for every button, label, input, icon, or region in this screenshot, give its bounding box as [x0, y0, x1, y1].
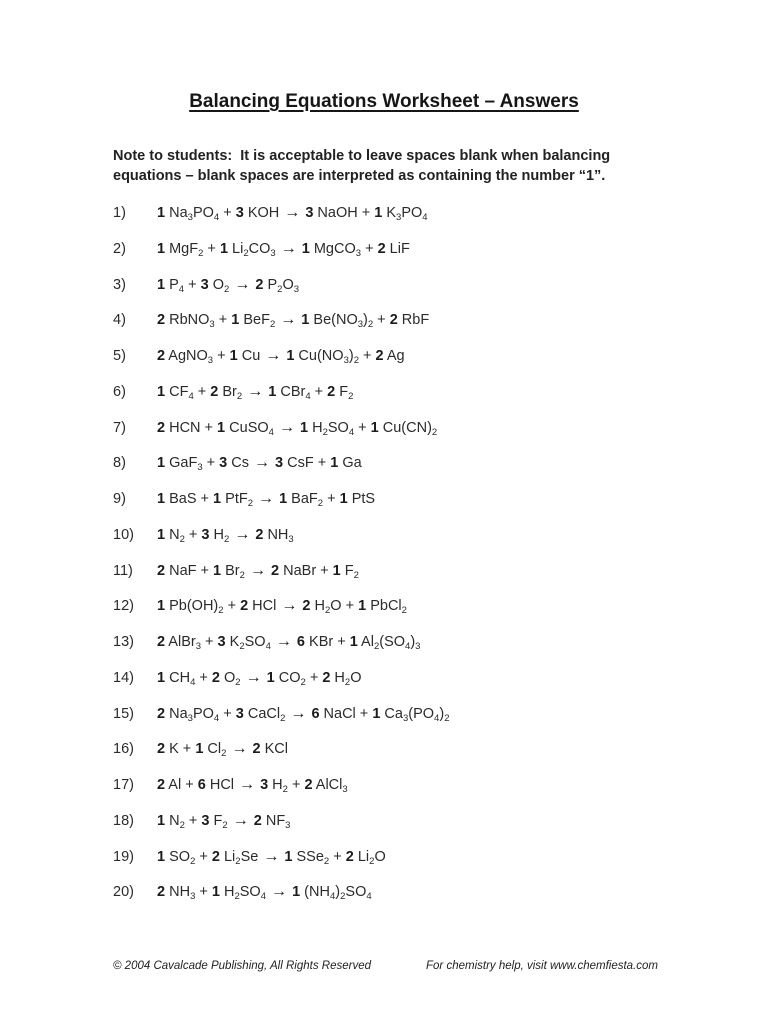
coefficient: 1: [219, 240, 229, 257]
equation-number: 13): [113, 634, 134, 650]
subscript: 4: [305, 390, 311, 402]
equation-text: 2 $NH_3 + 1$ $H_2SO_4 \to 1$ $(NH_4)_2SO_4$: [157, 883, 372, 903]
equation-text: 1 $N_2 + 3$ $F_2 \to 2$ $NF_3$: [157, 811, 291, 831]
subscript: 2: [179, 819, 185, 831]
coefficient: 1: [157, 526, 166, 543]
equation-number: 2): [113, 240, 126, 257]
subscript: 4: [178, 283, 185, 295]
reaction-arrow: →: [280, 239, 297, 257]
coefficient: 1: [157, 491, 166, 507]
coefficient: 2: [157, 705, 166, 722]
equation-number: 5): [113, 348, 126, 364]
coefficient: 2: [375, 348, 384, 364]
coefficient: 6: [296, 634, 305, 650]
equation-row: [113, 597, 713, 633]
coefficient: 3: [275, 455, 284, 472]
coefficient: 1: [157, 383, 166, 400]
coefficient: 1: [330, 455, 339, 472]
reaction-arrow: →: [247, 382, 264, 400]
coefficient: 1: [292, 884, 301, 901]
coefficient: 3: [201, 526, 210, 543]
equation-row: [113, 812, 713, 848]
coefficient: 1: [284, 848, 293, 865]
equation-text: 1 $CF_4 + 2$ $Br_2 \to 1$ CBr$_4$ + 2 $F_2$: [157, 382, 354, 402]
equation-list: [113, 204, 713, 919]
equation-row: [113, 705, 713, 741]
coefficient: 1: [301, 240, 310, 257]
coefficient: 3: [201, 812, 210, 829]
equation-text: 2 RbNO$_3$ + 1 BeF$_2$ → 1 $Be(NO_3)_2 + 2$ RbF: [157, 311, 430, 331]
subscript: 4: [213, 712, 220, 724]
coefficient: 2: [240, 598, 249, 615]
equation-row: [113, 883, 713, 919]
subscript: 2: [344, 676, 351, 688]
subscript: 3: [195, 641, 201, 652]
coefficient: 2: [157, 884, 166, 901]
equation-row: [113, 490, 713, 526]
reaction-arrow: →: [280, 311, 297, 329]
subscript: 2: [322, 426, 328, 438]
coefficient: 3: [219, 455, 228, 472]
subscript: 2: [353, 569, 359, 581]
subscript: 2: [300, 676, 306, 688]
coefficient: 1: [370, 419, 379, 436]
subscript: 3: [293, 283, 300, 295]
subscript: 2: [239, 641, 245, 652]
subscript: 2: [280, 712, 286, 724]
subscript: 2: [269, 319, 276, 331]
subscript: 2: [198, 247, 204, 259]
coefficient: 1: [195, 741, 204, 758]
subscript: 4: [213, 212, 220, 223]
equation-row: [113, 454, 713, 490]
equation-number: 19): [113, 848, 134, 865]
subscript: 2: [340, 891, 346, 903]
help-text: For chemistry help, visit www.chemfiesta.com: [426, 960, 658, 972]
equation-number: 15): [113, 705, 134, 722]
equation-number: 17): [113, 777, 134, 793]
coefficient: 3: [235, 205, 244, 221]
subscript: 2: [247, 498, 254, 509]
reaction-arrow: →: [234, 275, 251, 293]
subscript: 3: [288, 533, 294, 545]
equation-row: [113, 526, 713, 562]
subscript: 2: [325, 605, 331, 617]
equation-text: 1 $Na_3PO_4 + 3$ KOH → 3 NaOH + 1 $K_3PO_4$: [157, 204, 428, 223]
reaction-arrow: →: [245, 668, 262, 686]
subscript: 4: [190, 676, 196, 688]
note-to-students: [113, 146, 673, 186]
equation-text: 1 $N_2 + 3$ $H_2 \to 2$ $NH_3$: [157, 525, 294, 545]
coefficient: 1: [157, 669, 166, 686]
subscript: 2: [222, 819, 228, 831]
subscript: 3: [343, 355, 349, 366]
coefficient: 3: [305, 205, 314, 221]
subscript: 2: [353, 355, 359, 366]
equation-row: [113, 311, 713, 347]
equation-text: 1 $Pb(OH)_2 + 2$ HCl → 2 $H_2O + 1$ PbCl$_2$: [157, 597, 407, 617]
equation-text: 2 $Na_3PO_4 + 3$ CaCl$_2$ → 6 NaCl + 1 $Ca_3(PO_4)_2$: [157, 704, 450, 724]
equation-row: [113, 633, 713, 669]
subscript: 2: [373, 641, 380, 652]
coefficient: 1: [213, 562, 222, 579]
coefficient: 1: [268, 383, 277, 400]
subscript: 2: [369, 855, 375, 867]
subscript: 3: [209, 319, 215, 331]
coefficient: 1: [374, 205, 383, 221]
reaction-arrow: →: [254, 454, 270, 472]
subscript: 4: [422, 212, 428, 223]
equation-text: 1 $P_4 + 3$ $O_2 \to 2$ $P_2O_3$: [157, 275, 300, 295]
subscript: 2: [224, 283, 230, 295]
coefficient: 6: [197, 777, 206, 793]
coefficient: 1: [217, 419, 226, 436]
coefficient: 2: [302, 598, 311, 615]
coefficient: 2: [255, 526, 264, 543]
subscript: 3: [270, 247, 276, 259]
equation-text: 2 K + 1 $Cl_2 \to 2$ KCl: [157, 740, 288, 760]
subscript: 3: [207, 355, 214, 366]
reaction-arrow: →: [284, 204, 301, 221]
subscript: 2: [317, 498, 324, 509]
subscript: 3: [357, 319, 364, 331]
equation-row: [113, 383, 713, 419]
reaction-arrow: →: [263, 847, 280, 865]
coefficient: 1: [358, 598, 367, 615]
coefficient: 2: [377, 240, 386, 257]
note-line-1: Note to students: It is acceptable to leave spaces blank when balancing: [113, 148, 611, 164]
coefficient: 2: [304, 777, 313, 793]
equation-text: 1 GaF$_3$ + 3 Cs → 3 CsF + 1 Ga: [157, 454, 362, 474]
coefficient: 2: [389, 312, 398, 329]
coefficient: 1: [286, 348, 295, 364]
reaction-arrow: →: [290, 704, 307, 722]
equation-text: 1 $CH_4 + 2$ $O_2 \to 1$ $CO_2 + 2$ $H_2O$: [157, 668, 362, 688]
page-title: [0, 90, 768, 114]
equation-text: 1 BaS + 1 PtF$_2$ → 1 BaF$_2$ + 1 PtS: [157, 490, 376, 509]
subscript: 2: [401, 605, 407, 617]
equation-text: 1 $SO_2 + 2$ $Li_2Se \to 1$ SSe$_2$ + 2 $Li_2O$: [157, 847, 386, 867]
equation-number: 9): [113, 491, 126, 507]
coefficient: 1: [372, 705, 381, 722]
subscript: 2: [239, 569, 245, 581]
equation-row: [113, 848, 713, 884]
subscript: 2: [277, 283, 283, 295]
subscript: 3: [355, 247, 362, 259]
equation-row: [113, 776, 713, 812]
coefficient: 1: [266, 669, 275, 686]
coefficient: 1: [339, 491, 348, 507]
equation-text: 2 NaF + 1 $Br_2 \to 2$ NaBr + 1 $F_2$: [157, 561, 359, 581]
coefficient: 2: [157, 562, 166, 579]
coefficient: 3: [235, 705, 244, 722]
reaction-arrow: →: [234, 525, 251, 543]
coefficient: 1: [157, 276, 166, 293]
subscript: 3: [342, 784, 348, 795]
coefficient: 2: [271, 562, 280, 579]
subscript: 4: [434, 712, 440, 724]
coefficient: 1: [229, 348, 238, 364]
coefficient: 2: [345, 848, 354, 865]
subscript: 2: [235, 855, 241, 867]
subscript: 2: [431, 426, 438, 438]
equation-text: 1 MgF$_2$ + 1 $Li_2CO_3 \to 1$ MgCO$_3$ + 2 LiF: [157, 239, 410, 259]
reaction-arrow: →: [239, 776, 256, 793]
equation-number: 16): [113, 741, 134, 758]
copyright-text: © 2004 Cavalcade Publishing, All Rights Reserved: [113, 960, 371, 972]
coefficient: 2: [255, 276, 264, 293]
reaction-arrow: →: [278, 418, 295, 436]
equation-row: [113, 740, 713, 776]
coefficient: 1: [157, 598, 166, 615]
equation-number: 3): [113, 276, 126, 293]
subscript: 2: [190, 855, 196, 867]
subscript: 2: [282, 784, 288, 795]
equation-text: 2 Al + 6 HCl → 3 $H_2 + 2$ AlCl$_3$: [157, 776, 348, 795]
subscript: 3: [396, 212, 402, 223]
subscript: 2: [234, 891, 240, 903]
subscript: 2: [218, 605, 224, 617]
coefficient: 1: [157, 205, 166, 221]
coefficient: 3: [217, 634, 226, 650]
equation-row: [113, 419, 713, 455]
subscript: 4: [268, 426, 274, 438]
coefficient: 2: [210, 383, 219, 400]
page-title-text: Balancing Equations Worksheet – Answers: [189, 91, 579, 112]
coefficient: 2: [157, 741, 166, 758]
subscript: 2: [243, 247, 249, 259]
equation-number: 18): [113, 812, 134, 829]
subscript: 3: [190, 891, 196, 903]
coefficient: 2: [157, 312, 166, 329]
equation-number: 10): [113, 526, 134, 543]
subscript: 3: [197, 462, 203, 474]
coefficient: 3: [200, 276, 209, 293]
subscript: 4: [265, 641, 271, 652]
equation-number: 11): [113, 562, 133, 579]
subscript: 4: [188, 390, 194, 402]
reaction-arrow: →: [281, 597, 298, 615]
coefficient: 1: [231, 312, 240, 329]
coefficient: 6: [311, 705, 320, 722]
reaction-arrow: →: [249, 561, 266, 579]
coefficient: 1: [279, 491, 288, 507]
reaction-arrow: →: [265, 347, 282, 364]
subscript: 2: [367, 319, 374, 331]
subscript: 4: [348, 426, 355, 438]
equation-number: 4): [113, 312, 126, 329]
coefficient: 1: [332, 562, 341, 579]
coefficient: 1: [300, 419, 309, 436]
coefficient: 1: [301, 312, 310, 329]
subscript: 3: [187, 712, 193, 724]
subscript: 2: [223, 533, 230, 545]
subscript: 2: [348, 390, 354, 402]
coefficient: 2: [157, 777, 166, 793]
subscript: 2: [323, 855, 330, 867]
reaction-arrow: →: [275, 633, 292, 650]
equation-number: 1): [113, 205, 126, 221]
equation-text: 2 AlBr$_3$ + 3 $K_2SO_4 \to 6$ KBr + 1 $Al_2(SO_4)_3$: [157, 633, 421, 652]
equation-number: 8): [113, 455, 126, 472]
equation-row: [113, 240, 713, 276]
subscript: 2: [236, 390, 243, 402]
coefficient: 2: [253, 812, 262, 829]
subscript: 4: [329, 891, 336, 903]
subscript: 3: [402, 712, 409, 724]
reaction-arrow: →: [231, 740, 248, 758]
subscript: 2: [444, 712, 450, 724]
equation-row: [113, 276, 713, 312]
coefficient: 1: [157, 455, 166, 472]
coefficient: 2: [211, 848, 220, 865]
coefficient: 1: [213, 491, 222, 507]
reaction-arrow: →: [258, 490, 275, 507]
equation-number: 12): [113, 598, 134, 615]
coefficient: 1: [157, 848, 166, 865]
coefficient: 2: [157, 634, 166, 650]
equation-text: 2 AgNO$_3$ + 1 Cu → 1 $Cu(NO_3)_2 + 2$ Ag: [157, 347, 405, 366]
equation-row: [113, 347, 713, 383]
equation-row: [113, 204, 713, 240]
equation-number: 6): [113, 383, 126, 400]
equation-number: 20): [113, 884, 134, 901]
subscript: 4: [366, 891, 372, 903]
coefficient: 1: [157, 240, 166, 257]
page-footer: [113, 960, 658, 972]
coefficient: 2: [157, 348, 166, 364]
subscript: 3: [187, 212, 193, 223]
coefficient: 2: [322, 669, 331, 686]
subscript: 2: [221, 748, 227, 760]
coefficient: 2: [211, 669, 220, 686]
subscript: 2: [235, 676, 241, 688]
subscript: 4: [260, 891, 267, 903]
equation-text: 2 HCN + 1 CuSO$_4$ → 1 $H_2SO_4 + 1$ $Cu(CN)_2$: [157, 418, 438, 438]
coefficient: 1: [211, 884, 220, 901]
coefficient: 2: [252, 741, 261, 758]
coefficient: 1: [349, 634, 358, 650]
subscript: 3: [415, 641, 421, 652]
coefficient: 1: [157, 812, 166, 829]
coefficient: 3: [260, 777, 269, 793]
subscript: 3: [285, 819, 291, 831]
equation-number: 14): [113, 669, 134, 686]
note-line-2: equations – blank spaces are interpreted as containing the number “1”.: [113, 168, 606, 184]
reaction-arrow: →: [271, 883, 288, 901]
equation-row: [113, 669, 713, 705]
subscript: 2: [179, 533, 185, 545]
subscript: 4: [405, 641, 411, 652]
coefficient: 2: [157, 419, 166, 436]
coefficient: 2: [327, 383, 336, 400]
equation-number: 7): [113, 419, 126, 436]
reaction-arrow: →: [232, 811, 249, 829]
equation-row: [113, 562, 713, 598]
